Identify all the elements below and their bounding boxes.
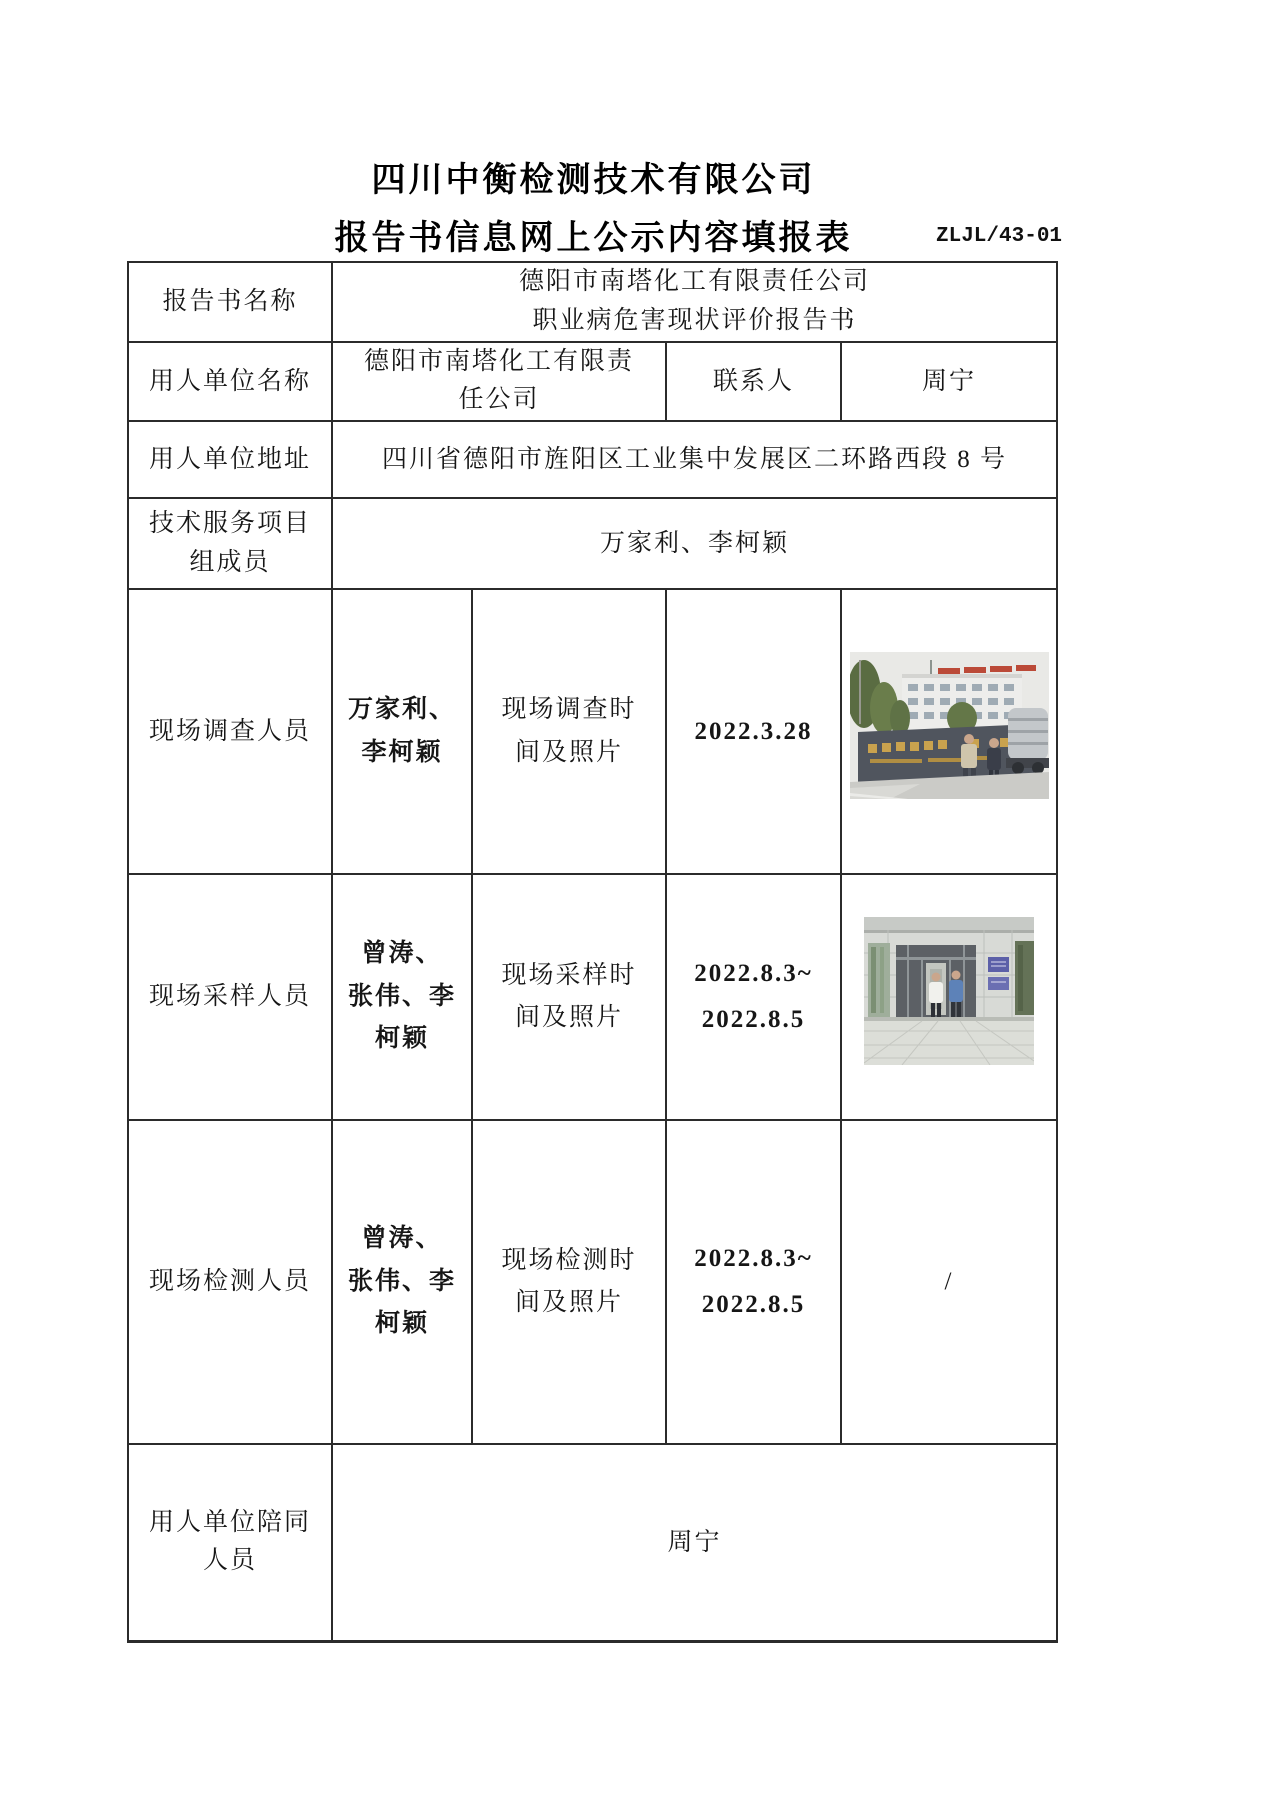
project-team-label-line1: 技术服务项目 bbox=[148, 509, 311, 537]
investigation-time-label-line1: 现场调查时 bbox=[501, 696, 637, 723]
testing-date-line1: 2022.8.3~ bbox=[694, 1244, 813, 1272]
testing-label: 现场检测人员 bbox=[128, 1120, 332, 1444]
testing-time-label bbox=[472, 1120, 666, 1444]
report-info-table bbox=[127, 261, 1058, 1643]
office-entrance-photo-image bbox=[864, 917, 1034, 1065]
employer-address-label: 用人单位地址 bbox=[128, 421, 332, 498]
investigation-personnel bbox=[332, 589, 472, 874]
factory-gate-photo bbox=[850, 652, 1049, 799]
sampling-time-label bbox=[472, 874, 666, 1120]
page-title: 四川中衡检测技术有限公司 bbox=[371, 161, 816, 199]
table-row-employer-address bbox=[128, 421, 1057, 498]
table-row-project-team bbox=[128, 498, 1057, 589]
doc-code: ZLJL/43-01 bbox=[936, 225, 1063, 248]
testing-time-label-line1: 现场检测时 bbox=[501, 1246, 637, 1274]
sampling-personnel-line3: 柯颖 bbox=[374, 1025, 429, 1053]
investigation-photo-cell bbox=[841, 589, 1057, 874]
report-name-line1: 德阳市南塔化工有限责任公司 bbox=[519, 268, 871, 295]
employer-name-label: 用人单位名称 bbox=[128, 342, 332, 422]
sampling-date bbox=[666, 874, 841, 1120]
investigation-date: 2022.3.28 bbox=[666, 589, 841, 874]
table-row-site-testing bbox=[128, 1120, 1057, 1444]
report-name-value bbox=[332, 262, 1057, 342]
employer-name-line1: 德阳市南塔化工有限责 bbox=[363, 347, 634, 375]
table-row-site-sampling bbox=[128, 874, 1057, 1120]
sampling-date-line1: 2022.8.3~ bbox=[694, 959, 813, 987]
testing-photo-placeholder: / bbox=[841, 1120, 1057, 1444]
investigation-personnel-line2: 李柯颖 bbox=[361, 738, 443, 766]
sampling-date-line2: 2022.8.5 bbox=[701, 1006, 806, 1033]
employer-address-value: 四川省德阳市旌阳区工业集中发展区二环路西段 8 号 bbox=[332, 421, 1057, 498]
testing-date bbox=[666, 1120, 841, 1444]
table-row-site-investigation bbox=[128, 589, 1057, 874]
investigation-label: 现场调查人员 bbox=[128, 589, 332, 874]
testing-personnel bbox=[332, 1120, 472, 1444]
sampling-time-label-line2: 间及照片 bbox=[514, 1004, 623, 1031]
accompanying-value: 周宁 bbox=[332, 1444, 1057, 1641]
sampling-time-label-line1: 现场采样时 bbox=[501, 961, 637, 989]
employer-name-value bbox=[332, 342, 666, 422]
office-entrance-photo bbox=[864, 917, 1034, 1065]
investigation-time-label bbox=[472, 589, 666, 874]
project-team-label-line2: 组成员 bbox=[189, 548, 271, 576]
sampling-personnel-line2: 张伟、李 bbox=[347, 982, 456, 1010]
accompanying-label-line2: 人员 bbox=[202, 1547, 257, 1575]
factory-gate-photo-image bbox=[850, 652, 1049, 799]
accompanying-label bbox=[128, 1444, 332, 1641]
sampling-photo-cell bbox=[841, 874, 1057, 1120]
testing-personnel-line2: 张伟、李 bbox=[347, 1267, 456, 1295]
report-name-line2: 职业病危害现状评价报告书 bbox=[532, 306, 857, 334]
testing-personnel-line1: 曾涛、 bbox=[361, 1225, 443, 1253]
accompanying-label-line1: 用人单位陪同 bbox=[148, 1508, 311, 1536]
sampling-personnel bbox=[332, 874, 472, 1120]
sampling-label: 现场采样人员 bbox=[128, 874, 332, 1120]
contact-label: 联系人 bbox=[666, 342, 841, 422]
table-row-accompanying bbox=[128, 1444, 1057, 1641]
testing-date-line2: 2022.8.5 bbox=[701, 1291, 806, 1318]
contact-value: 周宁 bbox=[841, 342, 1057, 422]
testing-time-label-line2: 间及照片 bbox=[514, 1289, 623, 1316]
investigation-personnel-line1: 万家利、 bbox=[347, 696, 456, 723]
page-subtitle: 报告书信息网上公示内容填报表 bbox=[334, 219, 853, 257]
table-row-employer-name bbox=[128, 342, 1057, 422]
table-row-report-name bbox=[128, 262, 1057, 342]
investigation-time-label-line2: 间及照片 bbox=[514, 738, 623, 766]
testing-personnel-line3: 柯颖 bbox=[374, 1310, 429, 1338]
report-name-label: 报告书名称 bbox=[128, 262, 332, 342]
project-team-value: 万家利、李柯颖 bbox=[332, 498, 1057, 589]
sampling-personnel-line1: 曾涛、 bbox=[361, 940, 443, 968]
employer-name-line2: 任公司 bbox=[458, 386, 540, 414]
project-team-label bbox=[128, 498, 332, 589]
